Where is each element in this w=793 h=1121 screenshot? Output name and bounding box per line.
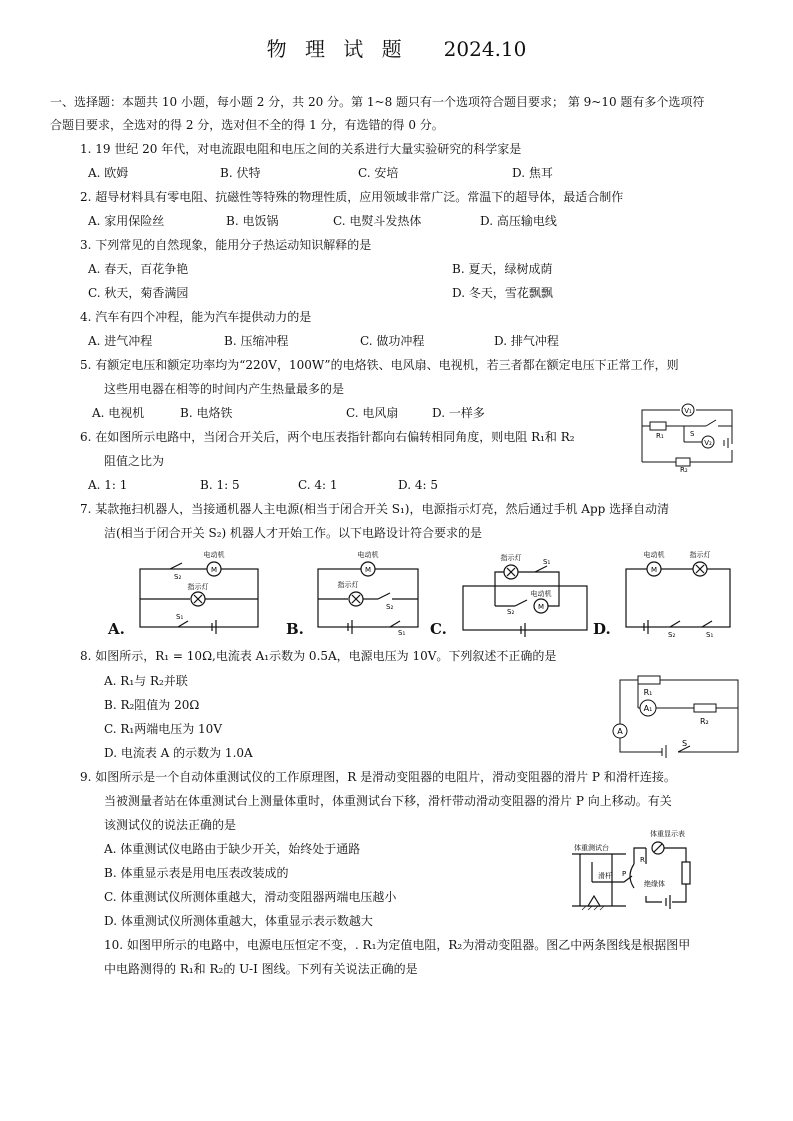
q7c-s2-label: S₂ bbox=[507, 608, 515, 616]
q8-r1-label: R₁ bbox=[643, 688, 653, 697]
q4-stem: 4. 汽车有四个冲程，能为汽车提供动力的是 bbox=[80, 310, 312, 324]
q10-stem-1: 10. 如图甲所示的电路中，电源电压恒定不变，. R₁为定值电阻，R₂为滑动变阻器。图乙中两条图线是根据图甲 bbox=[104, 938, 691, 952]
q5-option-c: C. 电风扇 bbox=[346, 406, 399, 420]
q8-option-a: A. R₁与 R₂并联 bbox=[104, 674, 188, 688]
q5-option-d: D. 一样多 bbox=[432, 406, 485, 420]
q7-label-c: C. bbox=[430, 620, 447, 638]
q6-option-c: C. 4: 1 bbox=[298, 478, 338, 492]
q7a-s2-label: S₂ bbox=[174, 573, 182, 581]
q7-circuit-d bbox=[618, 545, 738, 637]
q7a-lamp-label: 指示灯 bbox=[187, 583, 209, 591]
q6-circuit-diagram bbox=[636, 392, 742, 472]
q5-option-b: B. 电烙铁 bbox=[180, 406, 233, 420]
q5-option-a: A. 电视机 bbox=[92, 406, 145, 420]
q8-option-d: D. 电流表 A 的示数为 1.0A bbox=[104, 746, 253, 760]
q7d-motor-label: 电动机 bbox=[643, 551, 665, 559]
page-title bbox=[0, 36, 793, 62]
q2-option-b: B. 电饭锅 bbox=[226, 214, 279, 228]
q9-stem-3: 该测试仪的说法正确的是 bbox=[104, 818, 237, 832]
q4-option-c: C. 做功冲程 bbox=[360, 334, 425, 348]
q7-circuit-a bbox=[130, 545, 266, 637]
q2-stem: 2. 超导材料具有零电阻、抗磁性等特殊的物理性质，应用领域非常广泛。常温下的超导体，最适合制作 bbox=[80, 190, 624, 204]
q7c-lamp-label: 指示灯 bbox=[500, 554, 522, 562]
q9-option-d: D. 体重测试仪所测体重越大，体重显示表示数越大 bbox=[104, 914, 373, 928]
q2-option-c: C. 电熨斗发热体 bbox=[333, 214, 422, 228]
q9-option-a: A. 体重测试仪电路由于缺少开关，始终处于通路 bbox=[104, 842, 361, 856]
q7-label-d: D. bbox=[593, 620, 611, 638]
q1-stem: 1. 19 世纪 20 年代，对电流跟电阻和电压之间的关系进行大量实验研究的科学家是 bbox=[80, 142, 522, 156]
q3-stem: 3. 下列常见的自然现象，能用分子热运动知识解释的是 bbox=[80, 238, 372, 252]
q5-stem-2: 这些用电器在相等的时间内产生热量最多的是 bbox=[104, 382, 345, 396]
q9-option-b: B. 体重显示表是用电压表改装成的 bbox=[104, 866, 289, 880]
section-line-2: 合题目要求，全选对的得 2 分，选对但不全的得 1 分，有选错的得 0 分。 bbox=[50, 118, 444, 132]
q9-insulator-label: 绝缘体 bbox=[644, 880, 665, 888]
q9-option-c: C. 体重测试仪所测体重越大，滑动变阻器两端电压越小 bbox=[104, 890, 397, 904]
section-line-1: 一、选择题：本题共 10 小题，每小题 2 分，共 20 分。第 1~8 题只有一个选项符合题目要求； 第 9~10 题有多个选项符 bbox=[50, 95, 705, 109]
q4-option-a: A. 进气冲程 bbox=[88, 334, 153, 348]
q7d-lamp-label: 指示灯 bbox=[689, 551, 711, 559]
q1-option-c: C. 安培 bbox=[358, 166, 399, 180]
q8-r2-label: R₂ bbox=[700, 717, 709, 726]
q9-circuit-diagram bbox=[562, 822, 710, 914]
q7a-motor-label: 电动机 bbox=[203, 551, 225, 559]
q9-platform-label: 体重测试台 bbox=[574, 844, 609, 852]
q3-option-c: C. 秋天，菊香满园 bbox=[88, 286, 189, 300]
q1-option-d: D. 焦耳 bbox=[512, 166, 553, 180]
q2-option-a: A. 家用保险丝 bbox=[88, 214, 165, 228]
q7d-s2-label: S₂ bbox=[668, 631, 676, 637]
q7a-motor-m: M bbox=[210, 566, 218, 574]
q9-r-label: R bbox=[640, 856, 645, 864]
q7b-motor-label: 电动机 bbox=[357, 551, 379, 559]
q7-stem-1: 7. 某款拖扫机器人，当接通机器人主电源(相当于闭合开关 S₁)，电源指示灯亮，然后通过手机 App 选择自动清 bbox=[80, 502, 670, 516]
q7-label-a: A. bbox=[108, 620, 125, 638]
q6-stem-1: 6. 在如图所示电路中，当闭合开关后，两个电压表指针都向右偏转相同角度，则电阻 R₁和 R₂ bbox=[80, 430, 575, 444]
q9-p-label: P bbox=[622, 870, 627, 878]
q7-stem-2: 洁(相当于闭合开关 S₂) 机器人才开始工作。以下电路设计符合要求的是 bbox=[104, 526, 483, 540]
q7a-s1-label: S₁ bbox=[176, 613, 184, 621]
q4-option-d: D. 排气冲程 bbox=[494, 334, 559, 348]
q8-circuit-diagram bbox=[604, 672, 744, 758]
q6-option-b: B. 1: 5 bbox=[200, 478, 240, 492]
q8-option-c: C. R₁两端电压为 10V bbox=[104, 722, 222, 736]
title-date: 2024.10 bbox=[443, 37, 527, 61]
q7-label-b: B. bbox=[286, 620, 304, 638]
q9-display-label: 体重显示表 bbox=[650, 830, 685, 838]
q3-option-d: D. 冬天，雪花飘飘 bbox=[452, 286, 553, 300]
q7d-motor-m: M bbox=[650, 566, 658, 574]
q7c-s1-label: S₁ bbox=[543, 558, 551, 566]
q8-a-label: A bbox=[617, 727, 623, 736]
q6-option-a: A. 1: 1 bbox=[88, 478, 128, 492]
q7c-motor-label: 电动机 bbox=[530, 590, 552, 598]
q10-stem-2: 中电路测得的 R₁和 R₂的 U-I 图线。下列有关说法正确的是 bbox=[104, 962, 418, 976]
q6-stem-2: 阻值之比为 bbox=[104, 454, 165, 468]
q6-r2-label: R₂ bbox=[680, 466, 688, 472]
q7c-motor-m: M bbox=[537, 603, 545, 611]
q4-option-b: B. 压缩冲程 bbox=[224, 334, 289, 348]
q8-stem: 8. 如图所示，R₁ = 10Ω,电流表 A₁示数为 0.5A，电源电压为 10V。下列叙述不正确的是 bbox=[80, 649, 557, 663]
q8-option-b: B. R₂阻值为 20Ω bbox=[104, 698, 200, 712]
q9-rod-label: 滑杆 bbox=[598, 872, 612, 880]
q3-option-a: A. 春天，百花争艳 bbox=[88, 262, 189, 276]
q6-option-d: D. 4: 5 bbox=[398, 478, 438, 492]
q6-v2-label: V₂ bbox=[704, 439, 712, 447]
q7b-lamp-label: 指示灯 bbox=[337, 581, 359, 589]
q8-s-label: S bbox=[682, 739, 688, 748]
title-text: 物 理 试 题 bbox=[266, 37, 408, 61]
q9-stem-1: 9. 如图所示是一个自动体重测试仪的工作原理图，R 是滑动变阻器的电阻片，滑动变阻器的滑片 P 和滑杆连接。 bbox=[80, 770, 676, 784]
q1-option-b: B. 伏特 bbox=[220, 166, 261, 180]
q8-a1-label: A₁ bbox=[643, 704, 653, 713]
q7-circuit-b bbox=[308, 545, 428, 637]
q7b-motor-m: M bbox=[364, 566, 372, 574]
q6-s-label: S bbox=[690, 430, 695, 438]
q7d-s1-label: S₁ bbox=[706, 631, 714, 637]
q5-stem-1: 5. 有额定电压和额定功率均为“220V，100W”的电烙铁、电风扇、电视机，若三者都在额定电压下正常工作，则 bbox=[80, 358, 679, 372]
q7b-s2-label: S₂ bbox=[386, 603, 394, 611]
q1-option-a: A. 欧姆 bbox=[88, 166, 129, 180]
q7b-s1-label: S₁ bbox=[398, 629, 406, 637]
q7-circuit-c bbox=[455, 548, 595, 638]
q9-stem-2: 当被测量者站在体重测试台上测量体重时，体重测试台下移，滑杆带动滑动变阻器的滑片 P 向上移动。有关 bbox=[104, 794, 672, 808]
q3-option-b: B. 夏天，绿树成荫 bbox=[452, 262, 553, 276]
q6-r1-label: R₁ bbox=[656, 432, 664, 440]
q6-v1-label: V₁ bbox=[684, 407, 692, 415]
q2-option-d: D. 高压输电线 bbox=[480, 214, 557, 228]
